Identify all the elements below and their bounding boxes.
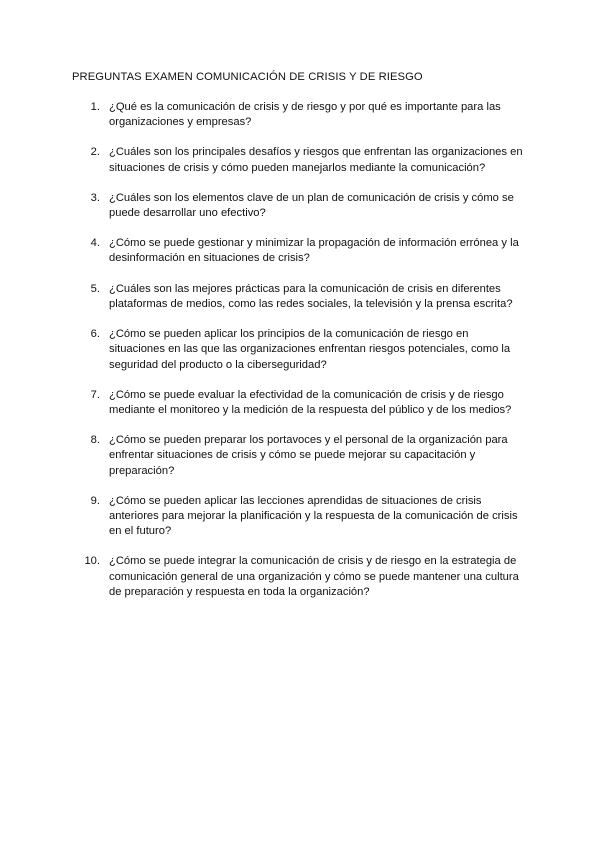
question-text: ¿Qué es la comunicación de crisis y de riesgo y por qué es importante para las organizaciones y empresas?	[109, 101, 501, 129]
question-item	[86, 554, 526, 600]
question-text: ¿Cómo se pueden aplicar las lecciones aprendidas de situaciones de crisis anteriores para mejorar la planificación y la respuesta de la comunicación de crisis en el futuro?	[109, 494, 518, 538]
question-item	[86, 494, 526, 540]
question-item	[86, 433, 526, 479]
question-text: ¿Cuáles son los principales desafíos y riesgos que enfrentan las organizaciones en situaciones de crisis y cómo pueden manejarlos mediante la comunicación?	[109, 146, 523, 174]
question-number: 9.	[90, 494, 100, 507]
question-number: 7.	[90, 388, 100, 401]
document-title: PREGUNTAS EXAMEN COMUNICACIÓN DE CRISIS Y DE RIESGO	[72, 71, 423, 83]
question-text: ¿Cómo se puede integrar la comunicación de crisis y de riesgo en la estrategia de comunicación general de una organización y cómo se puede mantener una cultura de preparación y respuesta en toda la organización?	[109, 555, 519, 598]
question-text: ¿Cómo se puede evaluar la efectividad de la comunicación de crisis y de riesgo mediante el monitoreo y la medición de la respuesta del público y de los medios?	[109, 388, 512, 416]
question-text: ¿Cuáles son los elementos clave de un plan de comunicación de crisis y cómo se puede desarrollar uno efectivo?	[109, 191, 514, 220]
question-item	[86, 282, 526, 313]
question-number: 6.	[90, 327, 100, 340]
question-item	[86, 327, 526, 373]
question-number: 10.	[84, 555, 100, 568]
question-text: ¿Cuáles son las mejores prácticas para la comunicación de crisis en diferentes plataformas de medios, como las redes sociales, la televisión y la prensa escrita?	[109, 282, 513, 310]
question-number: 5.	[90, 282, 100, 295]
question-item	[86, 236, 526, 267]
question-text: ¿Cómo se puede gestionar y minimizar la propagación de información errónea y la desinformación en situaciones de crisis?	[109, 237, 519, 265]
question-item	[86, 388, 526, 419]
question-number: 2.	[90, 146, 100, 159]
question-item	[86, 145, 526, 176]
question-number: 3.	[90, 191, 100, 204]
question-text: ¿Cómo se pueden aplicar los principios de la comunicación de riesgo en situaciones en las que las organizaciones enfrentan riesgos potenciales, como la seguridad del producto o la ciberseguridad?	[109, 327, 511, 371]
question-number: 1.	[90, 101, 100, 113]
question-list	[86, 100, 526, 615]
question-item	[86, 100, 526, 131]
question-text: ¿Cómo se pueden preparar los portavoces y el personal de la organización para enfrentar situaciones de crisis y cómo se puede mejorar su capacitación y preparación?	[109, 434, 508, 477]
question-number: 8.	[90, 434, 100, 447]
question-number: 4.	[90, 237, 100, 250]
question-item	[86, 191, 526, 222]
